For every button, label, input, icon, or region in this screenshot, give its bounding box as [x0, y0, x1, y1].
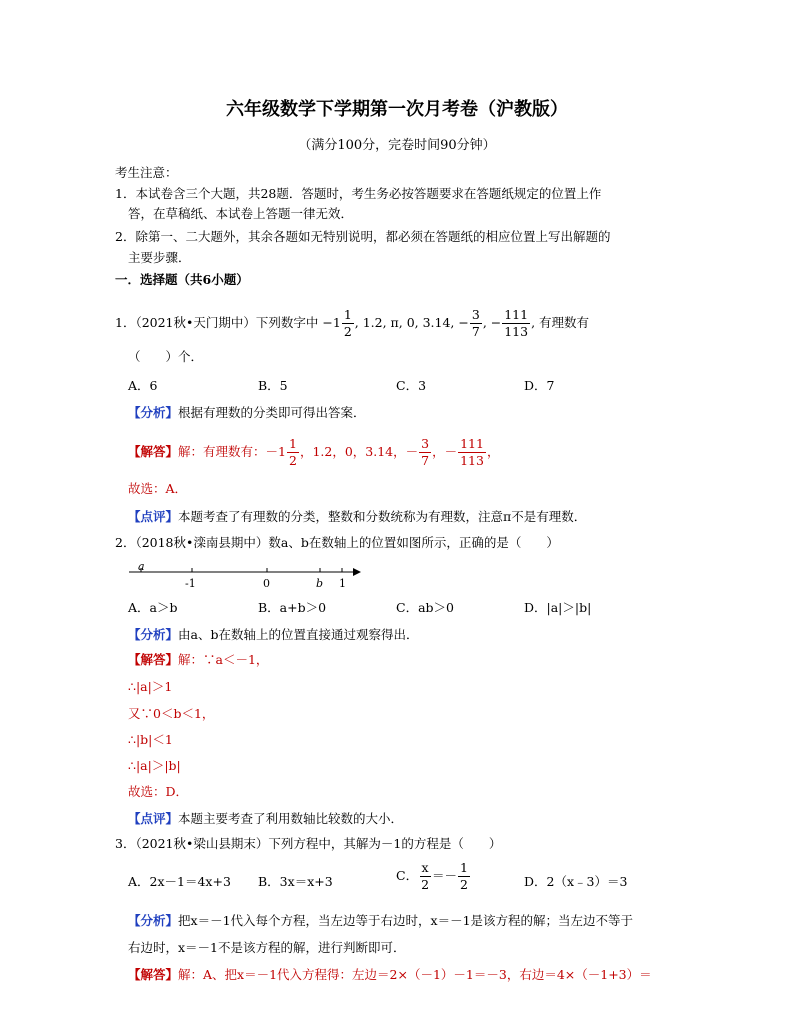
- q2-answer: [128, 651, 268, 669]
- q1-comment-text: 本题考查了有理数的分类，整数和分数统称为有理数，注意π不是有理数．: [178, 509, 587, 524]
- axis-label-a: a: [138, 560, 145, 573]
- q3-analysis-line-2: 右边时，x＝－1不是该方程的解，进行判断即可．: [128, 940, 406, 955]
- q2-analysis: [128, 626, 418, 644]
- q3-stem: 3．（2021秋•梁山县期末）下列方程中，其解为－1的方程是（ ）: [115, 836, 502, 851]
- q3-answer: [128, 966, 652, 984]
- axis-label-neg1: -1: [185, 577, 196, 590]
- q1-answer-mid: ，1.2，0，3.14，－: [299, 444, 419, 459]
- q1-fraction-2: $\frac{3}{7}$: [471, 307, 480, 339]
- q3-option-b: B．3x＝x+3: [258, 874, 333, 889]
- q1-sep: , −: [482, 315, 502, 330]
- q2-option-c: C．ab＞0: [396, 600, 454, 615]
- q2-option-b: B．a+b＞0: [258, 600, 327, 615]
- q2-answer-line-3: 又∵0＜b＜1，: [128, 706, 215, 721]
- q2-analysis-text: 由a、b在数轴上的位置直接通过观察得出．: [178, 627, 419, 642]
- q1-answer-fraction-1: $\frac{1}{2}$: [288, 436, 297, 468]
- section-heading: 一．选择题（共6小题）: [115, 272, 249, 287]
- q3-answer-tag: 【解答】: [128, 967, 179, 982]
- q3-analysis-tag: 【分析】: [128, 913, 179, 928]
- q1-blank: （ ）个．: [128, 349, 204, 364]
- q1-answer-end: ，: [486, 444, 500, 459]
- page-title: 六年级数学下学期第一次月考卷（沪教版）: [226, 99, 568, 120]
- q3-analysis: [128, 912, 633, 930]
- q3-option-c-fraction-1: $\frac{x}{2}$: [421, 860, 430, 892]
- q1-neg-one: −1: [322, 315, 341, 330]
- q1-analysis: [128, 404, 366, 422]
- q3-option-c-equals: ＝－: [432, 868, 458, 883]
- q1-fraction-3: $\frac{111}{113}$: [504, 307, 529, 339]
- axis-label-1: 1: [339, 577, 346, 590]
- q2-answer-line-2: ∴|a|＞1: [128, 679, 173, 694]
- q1-answer: [128, 436, 499, 469]
- page-subtitle: （满分100分，完卷时间90分钟）: [298, 138, 496, 153]
- q3-option-c: [396, 860, 471, 893]
- notice-heading: 考生注意：: [115, 165, 178, 180]
- q1-prefix: 1．（2021秋•天门期中）下列数字中: [115, 315, 323, 330]
- q1-comment: [128, 508, 586, 526]
- q2-answer-line-4: ∴|b|＜1: [128, 732, 173, 747]
- q1-comment-tag: 【点评】: [128, 509, 179, 524]
- q1-choice: 故选：A．: [128, 481, 188, 496]
- q3-analysis-line-1: 把x＝－1代入每个方程，当左边等于右边时，x＝－1是该方程的解；当左边不等于: [178, 913, 634, 928]
- q3-option-c-label: C．: [396, 868, 419, 883]
- q2-comment-text: 本题主要考查了利用数轴比较数的大小．: [178, 811, 404, 826]
- q2-option-a: A．a＞b: [128, 600, 178, 615]
- q3-answer-line-1: 解：A、把x＝－1代入方程得：左边＝2×（－1）－1＝－3，右边＝4×（－1+3）＝: [178, 967, 652, 982]
- q1-option-d: D．7: [524, 378, 555, 393]
- q2-comment: [128, 810, 403, 828]
- q1-answer-pre: 解：有理数有：－1: [178, 444, 286, 459]
- q1-fraction-1: $\frac{1}{2}$: [343, 307, 352, 339]
- axis-arrow: [353, 568, 361, 576]
- q2-analysis-tag: 【分析】: [128, 627, 179, 642]
- notice-item-1: 1．本试卷含三个大题，共28题．答题时，考生务必按答题要求在答题纸规定的位置上作: [115, 186, 602, 201]
- number-line: [125, 560, 365, 590]
- q2-answer-tag: 【解答】: [128, 652, 179, 667]
- q2-choice: 故选：D．: [128, 784, 189, 799]
- q1-answer-sep: ，－: [432, 444, 458, 459]
- q1-option-a: A．6: [128, 378, 158, 393]
- q2-answer-line-5: ∴|a|＞|b|: [128, 758, 181, 773]
- q1-answer-tag: 【解答】: [128, 444, 179, 459]
- q1-suffix: , 有理数有: [531, 315, 590, 330]
- axis-label-b: b: [316, 577, 324, 590]
- q2-comment-tag: 【点评】: [128, 811, 179, 826]
- q1-analysis-tag: 【分析】: [128, 405, 179, 420]
- q2-option-d: D．|a|＞|b|: [524, 600, 592, 615]
- q1-answer-fraction-3: $\frac{111}{113}$: [460, 436, 484, 468]
- q1-option-b: B．5: [258, 378, 288, 393]
- notice-item-2-cont: 主要步骤．: [128, 250, 191, 265]
- q1-number-list: , 1.2, π, 0, 3.14, −: [354, 315, 469, 330]
- q2-answer-line-1: 解：∵a＜－1，: [178, 652, 269, 667]
- q2-stem: 2．（2018秋•滦南县期中）数a、b在数轴上的位置如图所示，正确的是（ ）: [115, 535, 559, 550]
- q1-stem: [115, 307, 589, 340]
- q1-option-c: C．3: [396, 378, 427, 393]
- axis-label-0: 0: [263, 577, 270, 590]
- notice-item-2: 2．除第一、二大题外，其余各题如无特别说明，都必须在答题纸的相应位置上写出解题的: [115, 229, 611, 244]
- q3-option-a: A．2x－1＝4x+3: [128, 874, 231, 889]
- q3-option-c-fraction-2: $\frac{1}{2}$: [460, 860, 468, 892]
- q1-answer-fraction-2: $\frac{3}{7}$: [421, 436, 430, 468]
- notice-item-1-cont: 答，在草稿纸、本试卷上答题一律无效．: [128, 206, 354, 221]
- q1-analysis-text: 根据有理数的分类即可得出答案．: [178, 405, 366, 420]
- q3-option-d: D．2（x﹣3）＝3: [524, 874, 628, 889]
